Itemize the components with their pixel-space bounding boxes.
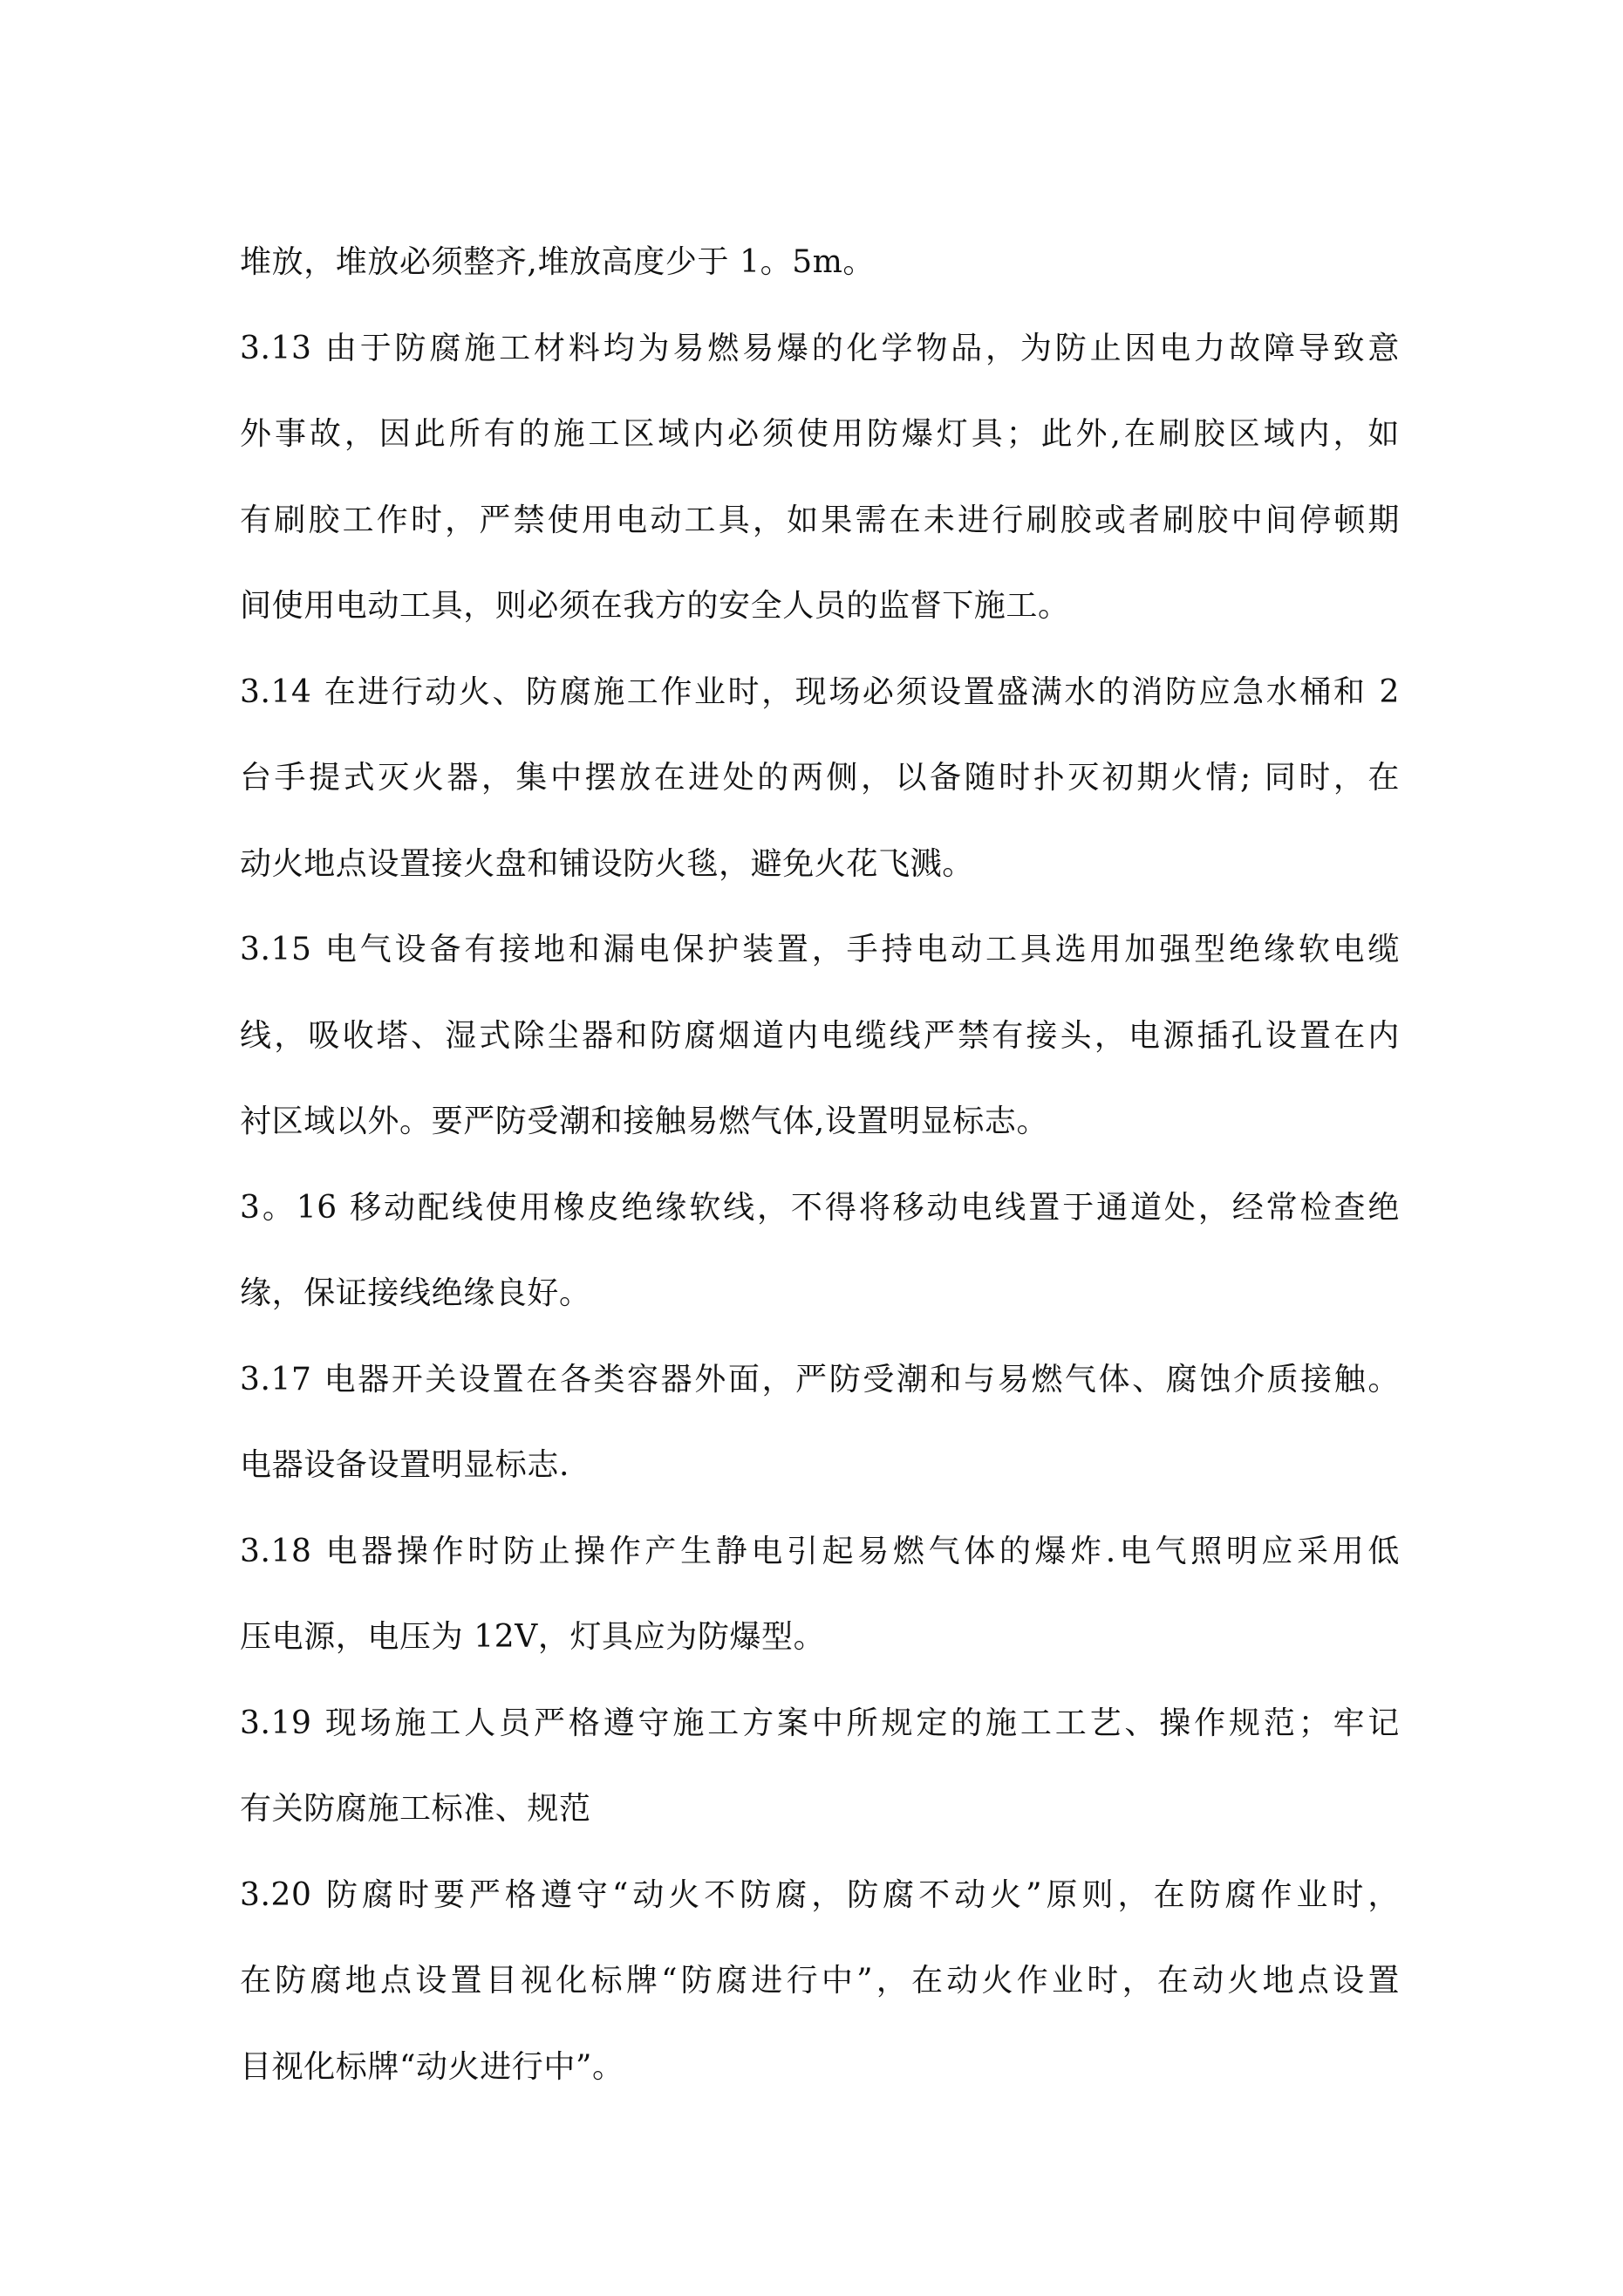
- text-line: 衬区域以外。要严防受潮和接触易燃气体,设置明显标志。: [240, 1104, 1049, 1139]
- text-line: 有关防腐施工标准、规范: [240, 1791, 591, 1827]
- text-line: 在防腐地点设置目视化标牌“防腐进行中”，在动火作业时，在动火地点设置: [240, 1963, 1400, 1999]
- text-line: 目视化标牌“动火进行中”。: [240, 2048, 624, 2085]
- text-line: 3.18 电器操作时防止操作产生静电引起易燃气体的爆炸.电气照明应采用低: [240, 1533, 1400, 1569]
- text-line: 电器设备设置明显标志.: [240, 1447, 570, 1483]
- text-line: 动火地点设置接火盘和铺设防火毯，避免火花飞溅。: [240, 845, 974, 882]
- text-line: 间使用电动工具，则必须在我方的安全人员的监督下施工。: [240, 588, 1070, 624]
- text-line: 堆放，堆放必须整齐,堆放高度少于 1。5m。: [240, 244, 876, 280]
- text-line: 有刷胶工作时，严禁使用电动工具，如果需在未进行刷胶或者刷胶中间停顿期: [240, 502, 1400, 538]
- text-line: 3.19 现场施工人员严格遵守施工方案中所规定的施工工艺、操作规范；牢记: [240, 1705, 1400, 1741]
- text-line: 3.14 在进行动火、防腐施工作业时，现场必须设置盛满水的消防应急水桶和 2: [240, 673, 1400, 710]
- text-line: 3.13 由于防腐施工材料均为易燃易爆的化学物品，为防止因电力故障导致意: [240, 330, 1400, 366]
- text-line: 3。16 移动配线使用橡皮绝缘软线，不得将移动电线置于通道处，经常检查绝: [240, 1189, 1400, 1226]
- text-line: 缘，保证接线绝缘良好。: [240, 1275, 591, 1311]
- text-line: 3.15 电气设备有接地和漏电保护装置，手持电动工具选用加强型绝缘软电缆: [240, 932, 1400, 967]
- body-text: [240, 220, 1400, 2110]
- text-line: 外事故，因此所有的施工区域内必须使用防爆灯具；此外,在刷胶区域内，如: [240, 416, 1400, 452]
- text-line: 3.17 电器开关设置在各类容器外面，严防受潮和与易燃气体、腐蚀介质接触。: [240, 1361, 1400, 1397]
- text-line: 线，吸收塔、湿式除尘器和防腐烟道内电缆线严禁有接头，电源插孔设置在内: [240, 1017, 1400, 1054]
- text-line: 台手提式灭火器，集中摆放在进处的两侧，以备随时扑灭初期火情; 同时，在: [240, 760, 1400, 796]
- text-line: 压电源，电压为 12V，灯具应为防爆型。: [240, 1619, 826, 1655]
- text-line: 3.20 防腐时要严格遵守“动火不防腐，防腐不动火”原则，在防腐作业时，: [240, 1876, 1400, 1913]
